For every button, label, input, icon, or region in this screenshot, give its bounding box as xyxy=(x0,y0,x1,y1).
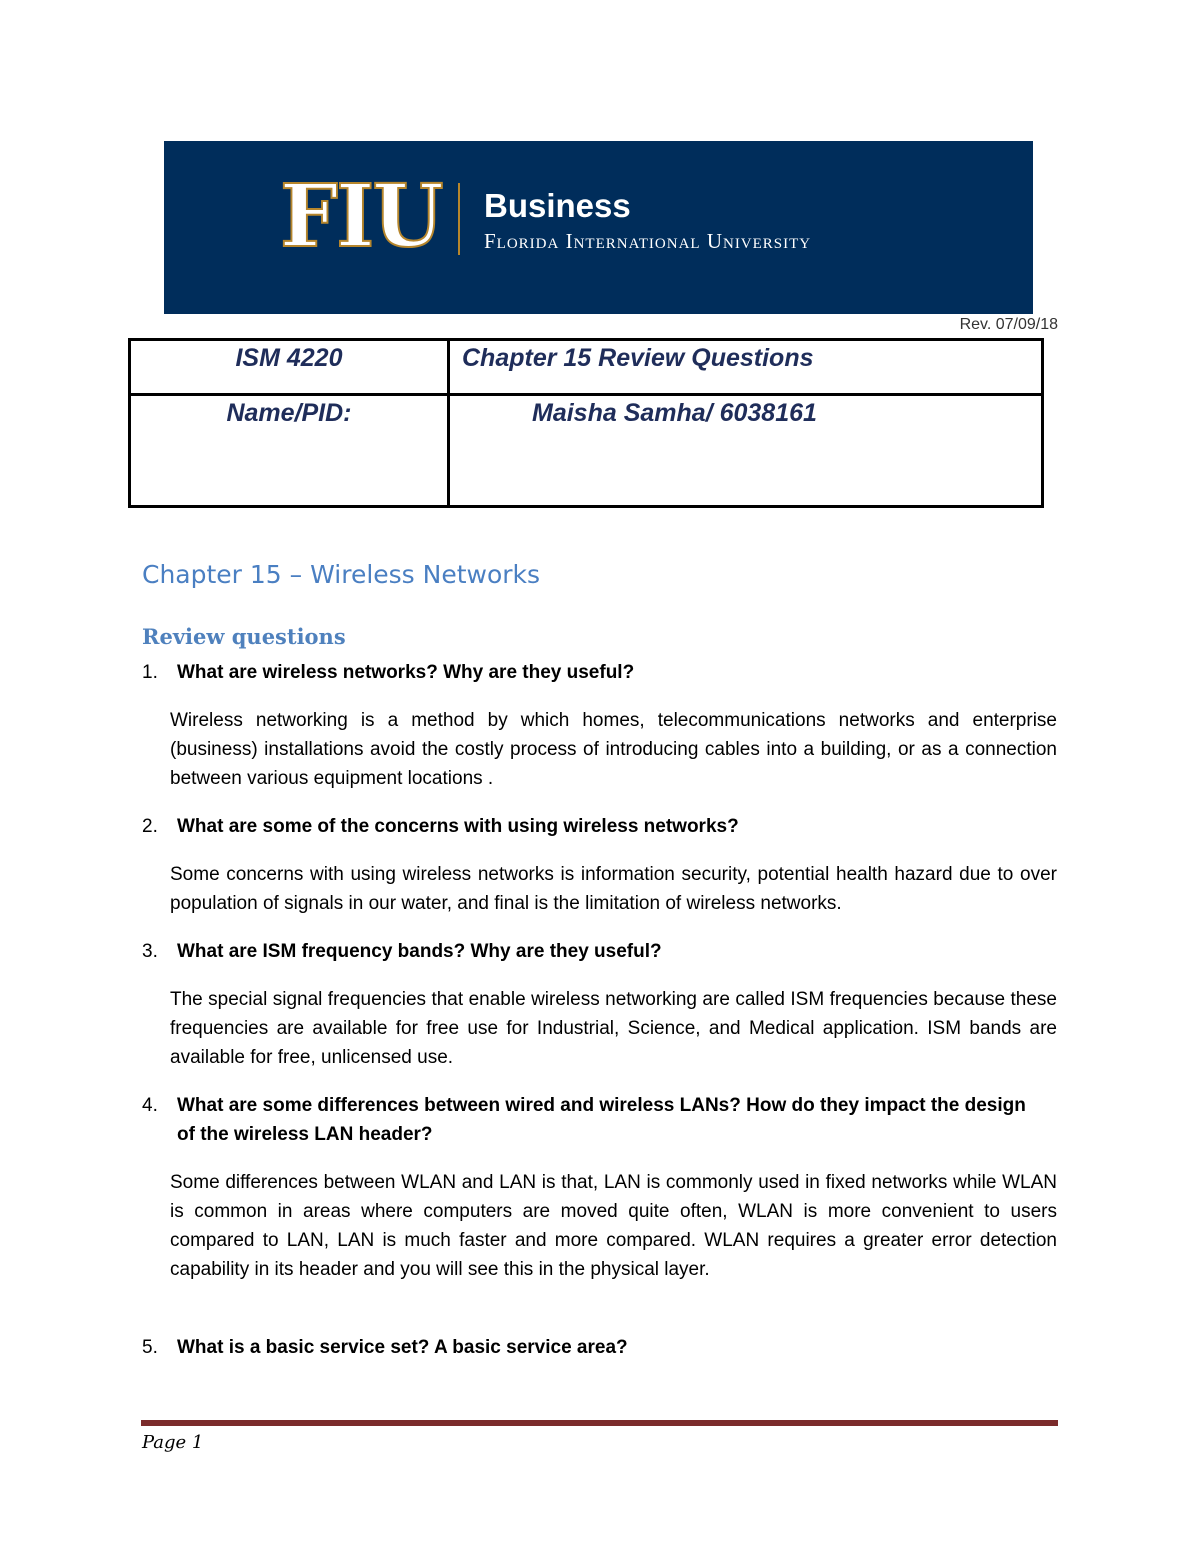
logo-divider xyxy=(458,183,460,255)
question-text: What is a basic service set? A basic service area? xyxy=(177,1337,628,1358)
question-5 xyxy=(142,1333,1032,1362)
answer-3: The special signal frequencies that enable wireless networking are called ISM frequencies because these frequencies are available for free use for Industrial, Science, and Medical application. ISM bands are available for free, unlicensed use. xyxy=(170,989,1057,1068)
assignment-title: Chapter 15 Review Questions xyxy=(462,344,814,372)
question-number: 3. xyxy=(142,941,158,962)
name-row xyxy=(130,395,1043,507)
course-row xyxy=(130,340,1043,395)
question-text: What are some of the concerns with using wireless networks? xyxy=(177,816,739,837)
answer-4: Some differences between WLAN and LAN is that, LAN is commonly used in fixed networks while WLAN is common in areas where computers are moved quite often, WLAN is more convenient to users compared to LAN, LAN is much faster and more compared. WLAN requires a greater error detection capability in its header and you will see this in the physical layer. xyxy=(170,1172,1057,1280)
review-heading: Review questions xyxy=(142,624,346,649)
question-number: 5. xyxy=(142,1337,158,1358)
question-3 xyxy=(142,937,1032,966)
page-number: Page 1 xyxy=(142,1432,204,1453)
assignment-cell xyxy=(449,340,1043,395)
question-text: What are wireless networks? Why are they useful? xyxy=(177,662,635,683)
question-text: What are ISM frequency bands? Why are they useful? xyxy=(177,941,662,962)
answer-2: Some concerns with using wireless networks is information security, potential health hazard due to over population of signals in our water, and final is the limitation of wireless networks. xyxy=(170,864,1057,914)
logo-university-text: Florida International University xyxy=(484,229,812,253)
course-code: ISM 4220 xyxy=(235,344,343,372)
question-text: What are some differences between wired and wireless LANs? How do they impact the design of the wireless LAN header? xyxy=(177,1095,1026,1145)
name-label: Name/PID: xyxy=(226,399,352,427)
question-number: 4. xyxy=(142,1095,158,1116)
question-4 xyxy=(142,1091,1032,1149)
name-value-cell xyxy=(449,395,1043,507)
question-1 xyxy=(142,658,1032,687)
name-label-cell xyxy=(130,395,449,507)
fiu-business-banner xyxy=(164,141,1033,314)
logo-business-text: Business xyxy=(484,187,631,224)
name-value: Maisha Samha/ 6038161 xyxy=(532,399,817,427)
answer-1: Wireless networking is a method by which homes, telecommunications networks and enterprise (business) installations avoid the costly process of introducing cables into a building, or as a connection between various equipment locations . xyxy=(170,710,1057,789)
fiu-logo-letters: FIU xyxy=(280,166,442,267)
question-number: 2. xyxy=(142,816,158,837)
course-info-table xyxy=(128,338,1044,508)
chapter-title: Chapter 15 – Wireless Networks xyxy=(142,560,541,589)
question-2 xyxy=(142,812,1032,841)
question-number: 1. xyxy=(142,662,158,683)
course-cell xyxy=(130,340,449,395)
footer-rule xyxy=(141,1420,1058,1426)
revision-date: Rev. 07/09/18 xyxy=(959,316,1058,333)
